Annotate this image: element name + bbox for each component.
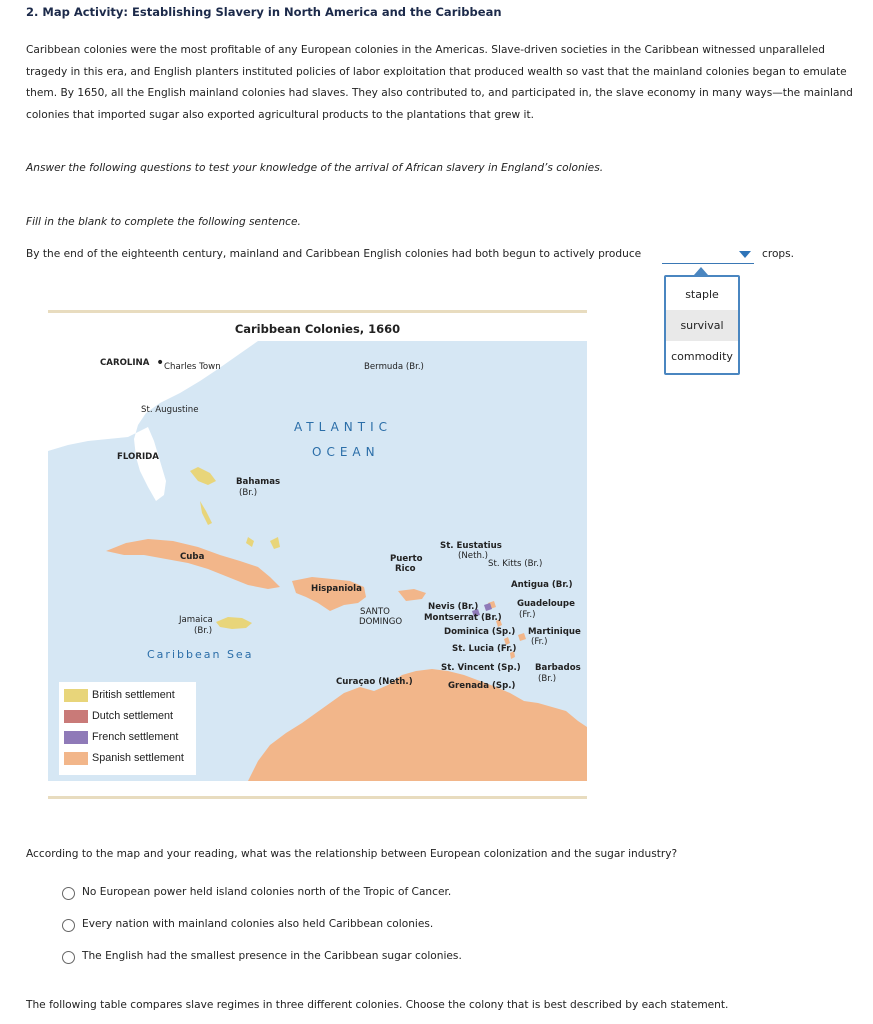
- label-caribbean-sea: Caribbean Sea: [147, 648, 254, 661]
- label-bahamas-br: (Br.): [239, 488, 258, 498]
- cuba-island: [106, 539, 280, 589]
- label-curacao: Curaçao (Neth.): [336, 677, 413, 687]
- legend-label: Spanish settlement: [92, 752, 184, 764]
- answer-option-text: No European power held island colonies north of the Tropic of Cancer.: [82, 886, 452, 898]
- answer-option-text: The English had the smallest presence in the Caribbean sugar colonies.: [82, 950, 462, 962]
- label-st-lucia: St. Lucia (Fr.): [452, 644, 517, 654]
- label-florida: FLORIDA: [117, 452, 159, 462]
- label-carolina: CAROLINA: [100, 358, 150, 368]
- sentence-text: By the end of the eighteenth century, mainland and Caribbean English colonies had both begun to actively produce: [26, 248, 642, 260]
- label-santo: SANTO: [360, 607, 390, 617]
- legend-swatch: [64, 710, 88, 723]
- hispaniola-island: [292, 577, 366, 611]
- south-america-coast: [248, 669, 587, 781]
- label-barbados-br: (Br.): [538, 674, 557, 684]
- label-dominica: Dominica (Sp.): [444, 627, 516, 637]
- mainland-north-america: [48, 341, 258, 501]
- label-st-eustatius-neth: (Neth.): [458, 551, 488, 561]
- legend-label: French settlement: [92, 731, 179, 743]
- label-rico: Rico: [395, 564, 416, 574]
- label-bermuda: Bermuda (Br.): [364, 362, 424, 372]
- label-martinique: Martinique: [528, 627, 581, 637]
- intro-paragraph: Caribbean colonies were the most profitable of any European colonies in the Americas. Slave-driven societies in the Caribbean witnessed unparalleled tragedy in this era, and English planters instituted policies of labor exploitation that produced wealth so vast that the mainland colonies began to emulate them. By 1650, all the English mainland colonies had slaves. They also contributed to, and participated in, the slave economy in many ways—the mainland colonies that imported sugar also exported agricultural products to the plantations that grew it.: [26, 44, 853, 122]
- puerto-rico-island: [398, 589, 426, 601]
- legend-label: British settlement: [92, 689, 175, 701]
- answer-option-text: Every nation with mainland colonies also held Caribbean colonies.: [82, 918, 434, 930]
- activity-title: 2. Map Activity: Establishing Slavery in North America and the Caribbean: [26, 5, 502, 19]
- legend-swatch: [64, 731, 88, 744]
- chevron-down-icon: [739, 251, 751, 258]
- label-st-vincent: St. Vincent (Sp.): [441, 663, 521, 673]
- dropdown-caret: [694, 267, 708, 275]
- label-grenada: Grenada (Sp.): [448, 681, 516, 691]
- map-top-rule: [48, 310, 587, 313]
- map-legend: [59, 682, 196, 775]
- radio-button[interactable]: [62, 951, 75, 964]
- label-puerto: Puerto: [390, 554, 423, 564]
- answer-dropdown[interactable]: [662, 248, 754, 264]
- instruction-text: Answer the following questions to test your knowledge of the arrival of African slavery in England’s colonies.: [26, 162, 604, 174]
- map-title: Caribbean Colonies, 1660: [234, 322, 401, 336]
- table-instruction: The following table compares slave regimes in three different colonies. Choose the colony that is best described by each statement.: [26, 999, 729, 1011]
- sentence-end: crops.: [762, 248, 795, 260]
- radio-button[interactable]: [62, 919, 75, 932]
- label-guadeloupe-fr: (Fr.): [519, 610, 536, 620]
- label-st-kitts: St. Kitts (Br.): [488, 559, 543, 569]
- label-antigua: Antigua (Br.): [511, 580, 573, 590]
- caribbean-map: [48, 341, 587, 781]
- dropdown-option-commodity[interactable]: commodity: [671, 350, 733, 363]
- label-charles-town: Charles Town: [164, 362, 221, 372]
- label-martinique-fr: (Fr.): [531, 637, 548, 647]
- fill-instruction: Fill in the blank to complete the following sentence.: [26, 216, 301, 228]
- label-st-eustatius: St. Eustatius: [440, 541, 502, 551]
- label-montserrat: Montserrat (Br.): [424, 613, 502, 623]
- label-bahamas: Bahamas: [236, 477, 281, 487]
- dropdown-option-staple[interactable]: staple: [685, 288, 719, 301]
- label-cuba: Cuba: [180, 552, 205, 562]
- map-bottom-rule: [48, 796, 587, 799]
- radio-button[interactable]: [62, 887, 75, 900]
- legend-swatch: [64, 752, 88, 765]
- dropdown-menu: [664, 275, 740, 375]
- label-atlantic: ATLANTIC: [294, 420, 393, 434]
- city-dot: •: [156, 355, 165, 371]
- legend-swatch: [64, 689, 88, 702]
- label-domingo: DOMINGO: [359, 617, 403, 627]
- label-jamaica: Jamaica: [179, 615, 213, 625]
- jamaica-island: [216, 617, 252, 629]
- dropdown-option-survival[interactable]: survival: [666, 310, 738, 341]
- label-guadeloupe: Guadeloupe: [517, 599, 575, 609]
- question-prompt: According to the map and your reading, what was the relationship between European colonization and the sugar industry?: [26, 848, 678, 860]
- label-nevis: Nevis (Br.): [428, 602, 479, 612]
- label-jamaica-br: (Br.): [194, 626, 213, 636]
- legend-label: Dutch settlement: [92, 710, 174, 722]
- label-barbados: Barbados: [535, 663, 581, 673]
- label-st-augustine: St. Augustine: [141, 405, 199, 415]
- label-hispaniola: Hispaniola: [311, 584, 362, 594]
- label-ocean: OCEAN: [312, 445, 380, 459]
